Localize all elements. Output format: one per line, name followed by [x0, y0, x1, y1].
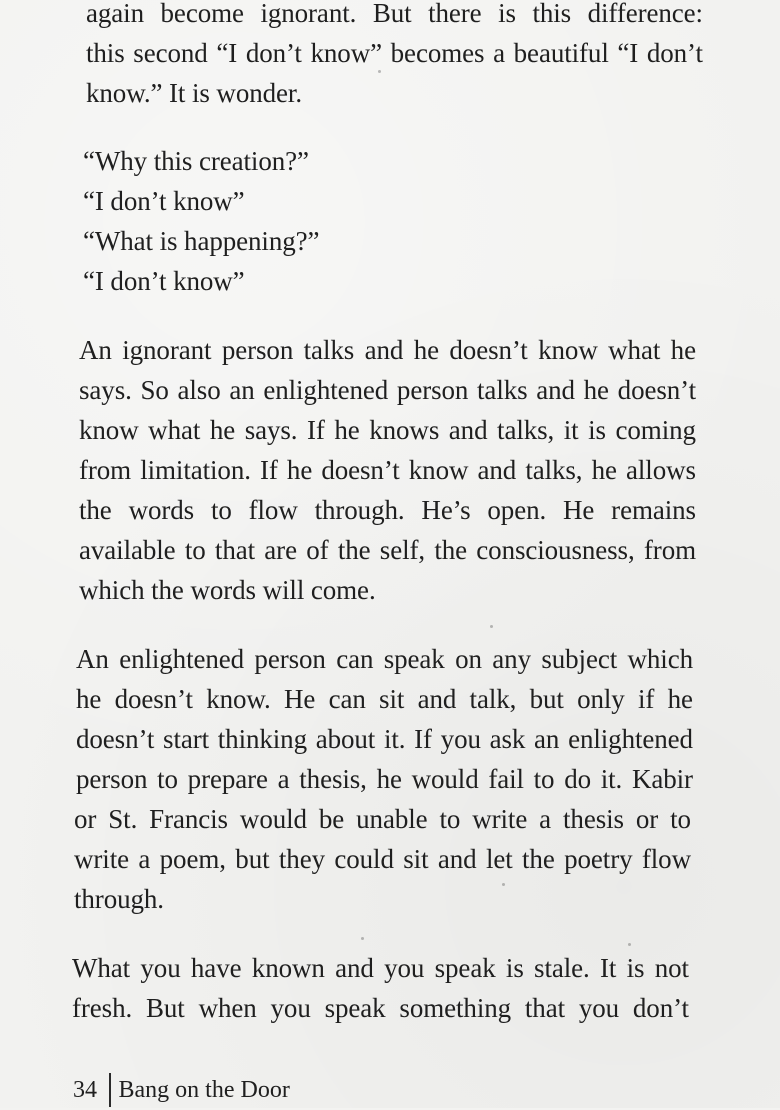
word: do: [564, 764, 592, 794]
word: ignorant.: [260, 0, 357, 28]
word: don’t: [245, 38, 302, 68]
word: he: [667, 684, 693, 714]
word: Kabir: [631, 764, 693, 794]
word: second: [133, 38, 208, 68]
word: it.: [383, 724, 406, 754]
paragraph-1-line-2: [86, 33, 703, 73]
word: is: [498, 0, 516, 28]
word: on: [455, 644, 482, 674]
word: the: [434, 535, 467, 565]
word: you: [140, 953, 181, 983]
word: unable: [356, 804, 428, 834]
word: any: [492, 644, 531, 674]
word: doesn’t: [617, 375, 696, 405]
paragraph-4-line-1: [72, 948, 689, 988]
paragraph-3-line-3: [76, 719, 693, 759]
word: have: [190, 953, 242, 983]
print-speck: [378, 70, 381, 73]
word: open.: [487, 495, 547, 525]
word: doesn’t: [76, 724, 155, 754]
word: and: [364, 335, 404, 365]
paragraph-2-line-2: [79, 370, 696, 410]
word: talks: [303, 335, 355, 365]
word: ignorant: [122, 335, 212, 365]
word: flow: [641, 844, 691, 874]
word: fresh.: [72, 993, 133, 1023]
word: be: [318, 804, 345, 834]
word: that: [214, 535, 256, 565]
word: thesis,: [299, 764, 367, 794]
word: beautiful: [513, 38, 609, 68]
word: he: [376, 764, 402, 794]
word: doesn’t: [449, 335, 528, 365]
word: to: [533, 764, 555, 794]
word: can: [336, 644, 374, 674]
word: self,: [379, 535, 426, 565]
quote-line-4: “I don’t know”: [83, 266, 245, 296]
word: this: [532, 0, 572, 28]
word: and: [417, 684, 457, 714]
paragraph-2-line-7: which the words will come.: [79, 575, 376, 605]
word: from: [643, 535, 696, 565]
word: An: [76, 644, 109, 674]
word: know: [538, 335, 598, 365]
word: to: [157, 764, 178, 794]
word: or: [74, 804, 97, 834]
word: when: [198, 993, 257, 1023]
word: He: [283, 684, 316, 714]
word: an: [229, 375, 255, 405]
word: or: [635, 804, 659, 834]
word: and: [477, 455, 517, 485]
word: person: [76, 764, 148, 794]
word: an: [534, 724, 560, 754]
word: would: [239, 804, 307, 834]
word: ask: [489, 724, 526, 754]
word: he: [583, 375, 609, 405]
word: know: [79, 415, 139, 445]
word: only: [577, 684, 625, 714]
paragraph-2-line-3: [79, 410, 696, 450]
word: coming: [615, 415, 696, 445]
quote-line-2: “I don’t know”: [83, 186, 245, 216]
paragraph-2-line-1: [79, 330, 696, 370]
word: What: [72, 953, 131, 983]
word: know: [408, 455, 469, 485]
footer-divider: [109, 1073, 111, 1107]
word: a: [277, 764, 290, 794]
word: poetry: [564, 844, 633, 874]
word: says.: [244, 415, 298, 445]
word: what: [148, 415, 201, 445]
word: let: [485, 844, 513, 874]
word: speak: [383, 644, 445, 674]
word: it.: [600, 764, 623, 794]
quote-line-3: “What is happening?”: [83, 226, 320, 256]
word: start: [163, 724, 210, 754]
word: is: [505, 953, 524, 983]
word: person: [221, 335, 294, 365]
word: from: [79, 455, 132, 485]
paragraph-1-line-3: know.” It is wonder.: [86, 78, 302, 108]
word: doesn’t: [321, 455, 400, 485]
word: “I: [617, 38, 639, 68]
word: sit: [379, 684, 405, 714]
paragraph-4-line-2: [72, 988, 689, 1028]
word: speak: [324, 993, 386, 1023]
word: to: [439, 804, 461, 834]
word: person: [396, 375, 469, 405]
quote-line-1: “Why this creation?”: [83, 146, 309, 176]
word: and: [448, 415, 488, 445]
paragraph-3-line-4: [76, 759, 693, 799]
word: is: [626, 953, 645, 983]
word: If: [260, 455, 278, 485]
word: enlightened: [119, 644, 245, 674]
word: of: [306, 535, 329, 565]
word: flow: [248, 495, 298, 525]
word: He: [563, 495, 595, 525]
word: stale.: [534, 953, 590, 983]
word: a: [539, 804, 552, 834]
word: but: [529, 684, 564, 714]
word: An: [79, 335, 112, 365]
word: he: [209, 415, 236, 445]
word: also: [177, 375, 221, 405]
page-number: 34: [73, 1077, 97, 1103]
word: about: [315, 724, 376, 754]
word: and: [335, 953, 374, 983]
word: he: [591, 455, 617, 485]
word: allows: [626, 455, 696, 485]
word: to: [210, 495, 232, 525]
word: thinking: [217, 724, 307, 754]
word: knows: [369, 415, 440, 445]
word: speak: [434, 953, 496, 983]
word: the: [337, 535, 371, 565]
paragraph-3-line-5: [74, 799, 691, 839]
word: talks,: [525, 455, 583, 485]
word: It: [600, 953, 617, 983]
word: know”: [310, 38, 382, 68]
word: don’t: [632, 993, 689, 1023]
word: you: [578, 993, 620, 1023]
word: what: [608, 335, 661, 365]
word: But: [372, 0, 412, 28]
word: something: [399, 993, 512, 1023]
word: prepare: [187, 764, 268, 794]
word: talks,: [497, 415, 555, 445]
word: If: [307, 415, 325, 445]
word: He’s: [421, 495, 471, 525]
word: he: [76, 684, 102, 714]
print-speck: [490, 625, 493, 628]
word: talk,: [469, 684, 517, 714]
word: which: [627, 644, 693, 674]
word: a: [138, 844, 151, 874]
word: doesn’t: [114, 684, 193, 714]
word: sit: [403, 844, 429, 874]
word: would: [411, 764, 479, 794]
book-title: Bang on the Door: [118, 1077, 290, 1103]
word: again: [86, 0, 144, 28]
word: and: [437, 844, 477, 874]
word: a: [493, 38, 505, 68]
word: is: [588, 415, 606, 445]
word: person: [254, 644, 326, 674]
word: can: [328, 684, 366, 714]
word: remains: [611, 495, 696, 525]
word: says.: [79, 375, 132, 405]
word: he: [334, 415, 360, 445]
word: write: [74, 844, 129, 874]
word: But: [145, 993, 185, 1023]
paragraph-1-line-1: [86, 0, 703, 33]
word: available: [79, 535, 176, 565]
paragraph-3-line-1: [76, 639, 693, 679]
word: enlightened: [568, 724, 693, 754]
word: you: [384, 953, 425, 983]
word: and: [536, 375, 575, 405]
word: talks: [477, 375, 528, 405]
word: he: [286, 455, 313, 485]
page-footer: [73, 1070, 290, 1110]
word: to: [670, 804, 691, 834]
word: limitation.: [140, 455, 251, 485]
word: but: [235, 844, 270, 874]
word: “I: [216, 38, 238, 68]
word: they: [278, 844, 325, 874]
paragraph-2-line-5: [79, 490, 696, 530]
word: difference:: [587, 0, 703, 28]
word: there: [428, 0, 482, 28]
word: that: [524, 993, 565, 1023]
word: write: [472, 804, 528, 834]
paragraph-2-line-6: [79, 530, 696, 570]
print-speck: [628, 943, 631, 946]
word: you: [270, 993, 311, 1023]
word: to: [184, 535, 206, 565]
word: he: [413, 335, 439, 365]
paragraph-3-line-7: through.: [74, 884, 164, 914]
word: know.: [206, 684, 271, 714]
word: are: [264, 535, 297, 565]
word: the: [79, 495, 112, 525]
word: don’t: [646, 38, 703, 68]
print-speck: [502, 883, 505, 886]
word: the: [522, 844, 555, 874]
word: if: [638, 684, 655, 714]
word: Francis: [149, 804, 228, 834]
word: subject: [541, 644, 618, 674]
word: it: [563, 415, 579, 445]
word: through.: [314, 495, 405, 525]
word: you: [440, 724, 481, 754]
word: he: [670, 335, 696, 365]
word: could: [334, 844, 394, 874]
word: enlightened: [263, 375, 389, 405]
paragraph-3-line-6: [74, 839, 691, 879]
word: St.: [108, 804, 138, 834]
word: fail: [488, 764, 524, 794]
print-speck: [361, 937, 364, 940]
word: become: [160, 0, 244, 28]
word: poem,: [159, 844, 226, 874]
paragraph-2-line-4: [79, 450, 696, 490]
word: consciousness,: [476, 535, 635, 565]
word: becomes: [390, 38, 485, 68]
word: this: [86, 38, 125, 68]
word: known: [251, 953, 325, 983]
word: thesis: [563, 804, 624, 834]
word: words: [128, 495, 195, 525]
word: So: [140, 375, 169, 405]
word: not: [654, 953, 689, 983]
word: If: [414, 724, 432, 754]
paragraph-3-line-2: [76, 679, 693, 719]
